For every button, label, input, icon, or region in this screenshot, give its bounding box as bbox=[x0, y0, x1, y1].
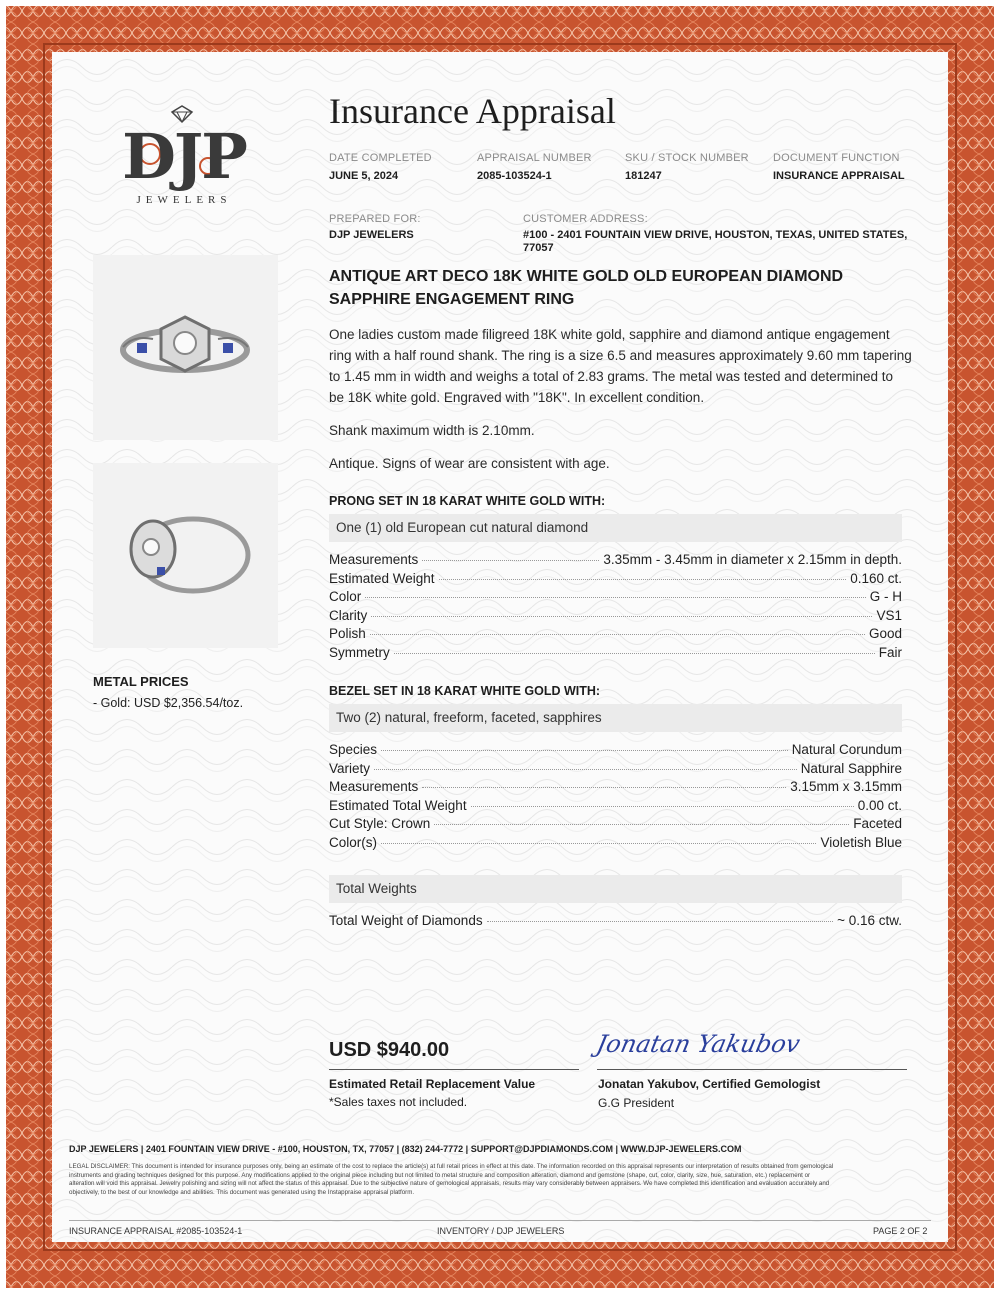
totals-bar: Total Weights bbox=[329, 875, 902, 903]
gemologist-name: Jonatan Yakubov, Certified Gemologist bbox=[598, 1077, 821, 1091]
signature-rule bbox=[597, 1069, 907, 1070]
page-number: PAGE 2 OF 2 bbox=[873, 1226, 928, 1236]
meta-value: JUNE 5, 2024 bbox=[329, 170, 399, 182]
spec-value: Faceted bbox=[853, 816, 902, 832]
spec-value: Violetish Blue bbox=[820, 834, 902, 850]
leader-dots bbox=[422, 787, 786, 788]
leader-dots bbox=[371, 616, 872, 617]
spec-label: Measurements bbox=[329, 779, 419, 795]
meta-sku bbox=[625, 152, 749, 182]
footer-rule bbox=[69, 1220, 931, 1221]
djp-logo bbox=[104, 104, 264, 214]
footer-contact: DJP JEWELERS | 2401 FOUNTAIN VIEW DRIVE - #100, HOUSTON, TX, 77057 | (832) 244-7772 | SUPPORT@DJPDIAMONDS.COM | WWW.DJP-JEWELERS.COM bbox=[69, 1144, 742, 1154]
spec-value: 0.160 ct. bbox=[850, 570, 902, 586]
spec-row bbox=[329, 626, 902, 645]
meta-function bbox=[773, 152, 905, 182]
metal-prices bbox=[93, 674, 243, 710]
description-line: ring with a half round shank. The ring is a size 6.5 and measures approximately 9.60 mm tapering bbox=[329, 348, 912, 363]
spec-label: Polish bbox=[329, 626, 366, 642]
meta-label: DOCUMENT FUNCTION bbox=[773, 152, 900, 164]
meta-label: DATE COMPLETED bbox=[329, 152, 432, 164]
spec-value: Fair bbox=[878, 644, 902, 660]
sales-tax-note: *Sales taxes not included. bbox=[329, 1095, 468, 1109]
address-line-1: #100 - 2401 FOUNTAIN VIEW DRIVE, HOUSTON, TEXAS, UNITED STATES, bbox=[523, 229, 908, 241]
ring-photo-side bbox=[93, 463, 278, 648]
meta-label: APPRAISAL NUMBER bbox=[477, 152, 592, 164]
spec-label: Color(s) bbox=[329, 834, 378, 850]
logo-word: JEWELERS bbox=[136, 194, 232, 206]
spec-label: Variety bbox=[329, 760, 371, 776]
spec-row bbox=[329, 835, 902, 854]
leader-dots bbox=[374, 769, 797, 770]
spec-value: Natural Corundum bbox=[791, 742, 902, 757]
footer-appraisal-id: INSURANCE APPRAISAL #2085-103524-1 bbox=[69, 1226, 243, 1236]
spec-label: Color bbox=[329, 589, 362, 605]
gold-price: - Gold: USD $2,356.54/toz. bbox=[93, 696, 244, 710]
prong-spec-table bbox=[329, 552, 902, 664]
spec-row bbox=[329, 798, 902, 817]
item-title bbox=[329, 265, 909, 311]
gemologist-role: G.G President bbox=[598, 1096, 675, 1110]
legal-line: alteration will void this appraisal. Jewelry polishing and sizing will not affect the status of this appraisal. Due to the subjective nature of gemological appraisals, results may vary considerably between appraisers. We have completed this identification and evaluation accurately and bbox=[69, 1180, 830, 1188]
shank-note: Shank maximum width is 2.10mm. bbox=[329, 423, 535, 438]
leader-dots bbox=[471, 806, 854, 807]
leader-dots bbox=[381, 750, 788, 751]
spec-row bbox=[329, 552, 902, 571]
bezel-bar: Two (2) natural, freeform, faceted, sapphires bbox=[329, 704, 902, 732]
spec-label: Symmetry bbox=[329, 644, 390, 660]
meta-label: SKU / STOCK NUMBER bbox=[625, 152, 749, 164]
meta-value: INSURANCE APPRAISAL bbox=[773, 170, 905, 182]
spec-value: Natural Sapphire bbox=[800, 760, 902, 776]
page-title: Insurance Appraisal bbox=[329, 91, 616, 131]
item-title-line-2: SAPPHIRE ENGAGEMENT RING bbox=[329, 291, 575, 308]
spec-row bbox=[329, 816, 902, 835]
retail-value-label: Estimated Retail Replacement Value bbox=[329, 1077, 536, 1091]
leader-dots bbox=[422, 560, 599, 561]
spec-row bbox=[329, 589, 902, 608]
prepared-for bbox=[329, 213, 421, 241]
spec-label: Estimated Total Weight bbox=[329, 797, 467, 813]
spec-row bbox=[329, 645, 902, 664]
legal-line: objectively, to the best of our knowledge and abilities. This document was generated using the Instappraise appraisal platform. bbox=[69, 1188, 415, 1196]
address-line-2: 77057 bbox=[523, 242, 554, 254]
spec-row bbox=[329, 608, 902, 627]
description-line: One ladies custom made filigreed 18K white gold, sapphire and diamond antique engagement bbox=[329, 327, 890, 342]
meta-appraisal-number bbox=[477, 152, 592, 182]
leader-dots bbox=[487, 921, 834, 922]
leader-dots bbox=[434, 824, 849, 825]
spec-row bbox=[329, 779, 902, 798]
signature: Jonatan Yakubov bbox=[594, 1030, 803, 1058]
spec-label: Clarity bbox=[329, 607, 368, 623]
leader-dots bbox=[439, 579, 847, 580]
legal-line: instruments and grading techniques designed for this purpose. Any modifications applied to the original piece including but not limited to metal structure and composition alteration, diamond and gemstone (shape, cut, color, clarity, size, hue, saturation, etc.) replacement or bbox=[69, 1171, 811, 1179]
spec-label: Cut Style: Crown bbox=[329, 816, 431, 832]
address-label: CUSTOMER ADDRESS: bbox=[523, 213, 648, 225]
spec-value: 3.15mm x 3.15mm bbox=[790, 779, 902, 795]
footer-inventory: INVENTORY / DJP JEWELERS bbox=[437, 1226, 565, 1236]
spec-label: Species bbox=[329, 742, 378, 757]
bezel-spec-table bbox=[329, 742, 902, 854]
legal-disclaimer bbox=[69, 1163, 935, 1197]
prepared-label: PREPARED FOR: bbox=[329, 213, 421, 225]
item-description bbox=[329, 324, 919, 474]
antique-note: Antique. Signs of wear are consistent with age. bbox=[329, 456, 610, 471]
spec-value: Good bbox=[868, 626, 902, 642]
spec-row bbox=[329, 913, 902, 932]
spec-value: 3.35mm - 3.45mm in diameter x 2.15mm in depth. bbox=[603, 552, 902, 567]
leader-dots bbox=[365, 597, 865, 598]
prepared-value: DJP JEWELERS bbox=[329, 229, 414, 241]
description-line: to 1.45 mm in width and weighs a total of 2.83 grams. The metal was tested and determined to bbox=[329, 369, 894, 384]
logo-letters: DJP bbox=[122, 120, 246, 193]
ring-photo-front bbox=[93, 255, 278, 440]
item-title-line-1: ANTIQUE ART DECO 18K WHITE GOLD OLD EUROPEAN DIAMOND bbox=[329, 268, 844, 285]
customer-address bbox=[523, 213, 913, 254]
leader-dots bbox=[394, 653, 875, 654]
description-line: be 18K white gold. Engraved with "18K". In excellent condition. bbox=[329, 390, 705, 405]
spec-row bbox=[329, 571, 902, 590]
legal-line: LEGAL DISCLAIMER: This document is intended for insurance purposes only, being an estimate of the cost to replace the article(s) at full retail prices in effect at this date. The information recorded on this appraisal represents our interpretation of results obtained from gemological bbox=[69, 1163, 834, 1170]
leader-dots bbox=[381, 843, 816, 844]
meta-value: 2085-103524-1 bbox=[477, 170, 552, 182]
prong-bar: One (1) old European cut natural diamond bbox=[329, 514, 902, 542]
spec-row bbox=[329, 742, 902, 761]
spec-value: ~ 0.16 ctw. bbox=[837, 913, 902, 928]
prong-heading: PRONG SET IN 18 KARAT WHITE GOLD WITH: bbox=[329, 494, 606, 508]
value-rule bbox=[329, 1069, 579, 1070]
bezel-heading: BEZEL SET IN 18 KARAT WHITE GOLD WITH: bbox=[329, 684, 601, 698]
meta-date bbox=[329, 152, 432, 182]
spec-value: 0.00 ct. bbox=[857, 797, 902, 813]
leader-dots bbox=[370, 634, 865, 635]
spec-label: Measurements bbox=[329, 552, 419, 567]
spec-value: VS1 bbox=[876, 607, 902, 623]
spec-label: Estimated Weight bbox=[329, 570, 435, 586]
spec-label: Total Weight of Diamonds bbox=[329, 913, 483, 928]
spec-value: G - H bbox=[869, 589, 902, 605]
spec-row bbox=[329, 761, 902, 780]
totals-table bbox=[329, 913, 902, 932]
metal-prices-heading: METAL PRICES bbox=[93, 674, 189, 689]
retail-value-amount: USD $940.00 bbox=[329, 1039, 450, 1061]
meta-value: 181247 bbox=[625, 170, 662, 182]
